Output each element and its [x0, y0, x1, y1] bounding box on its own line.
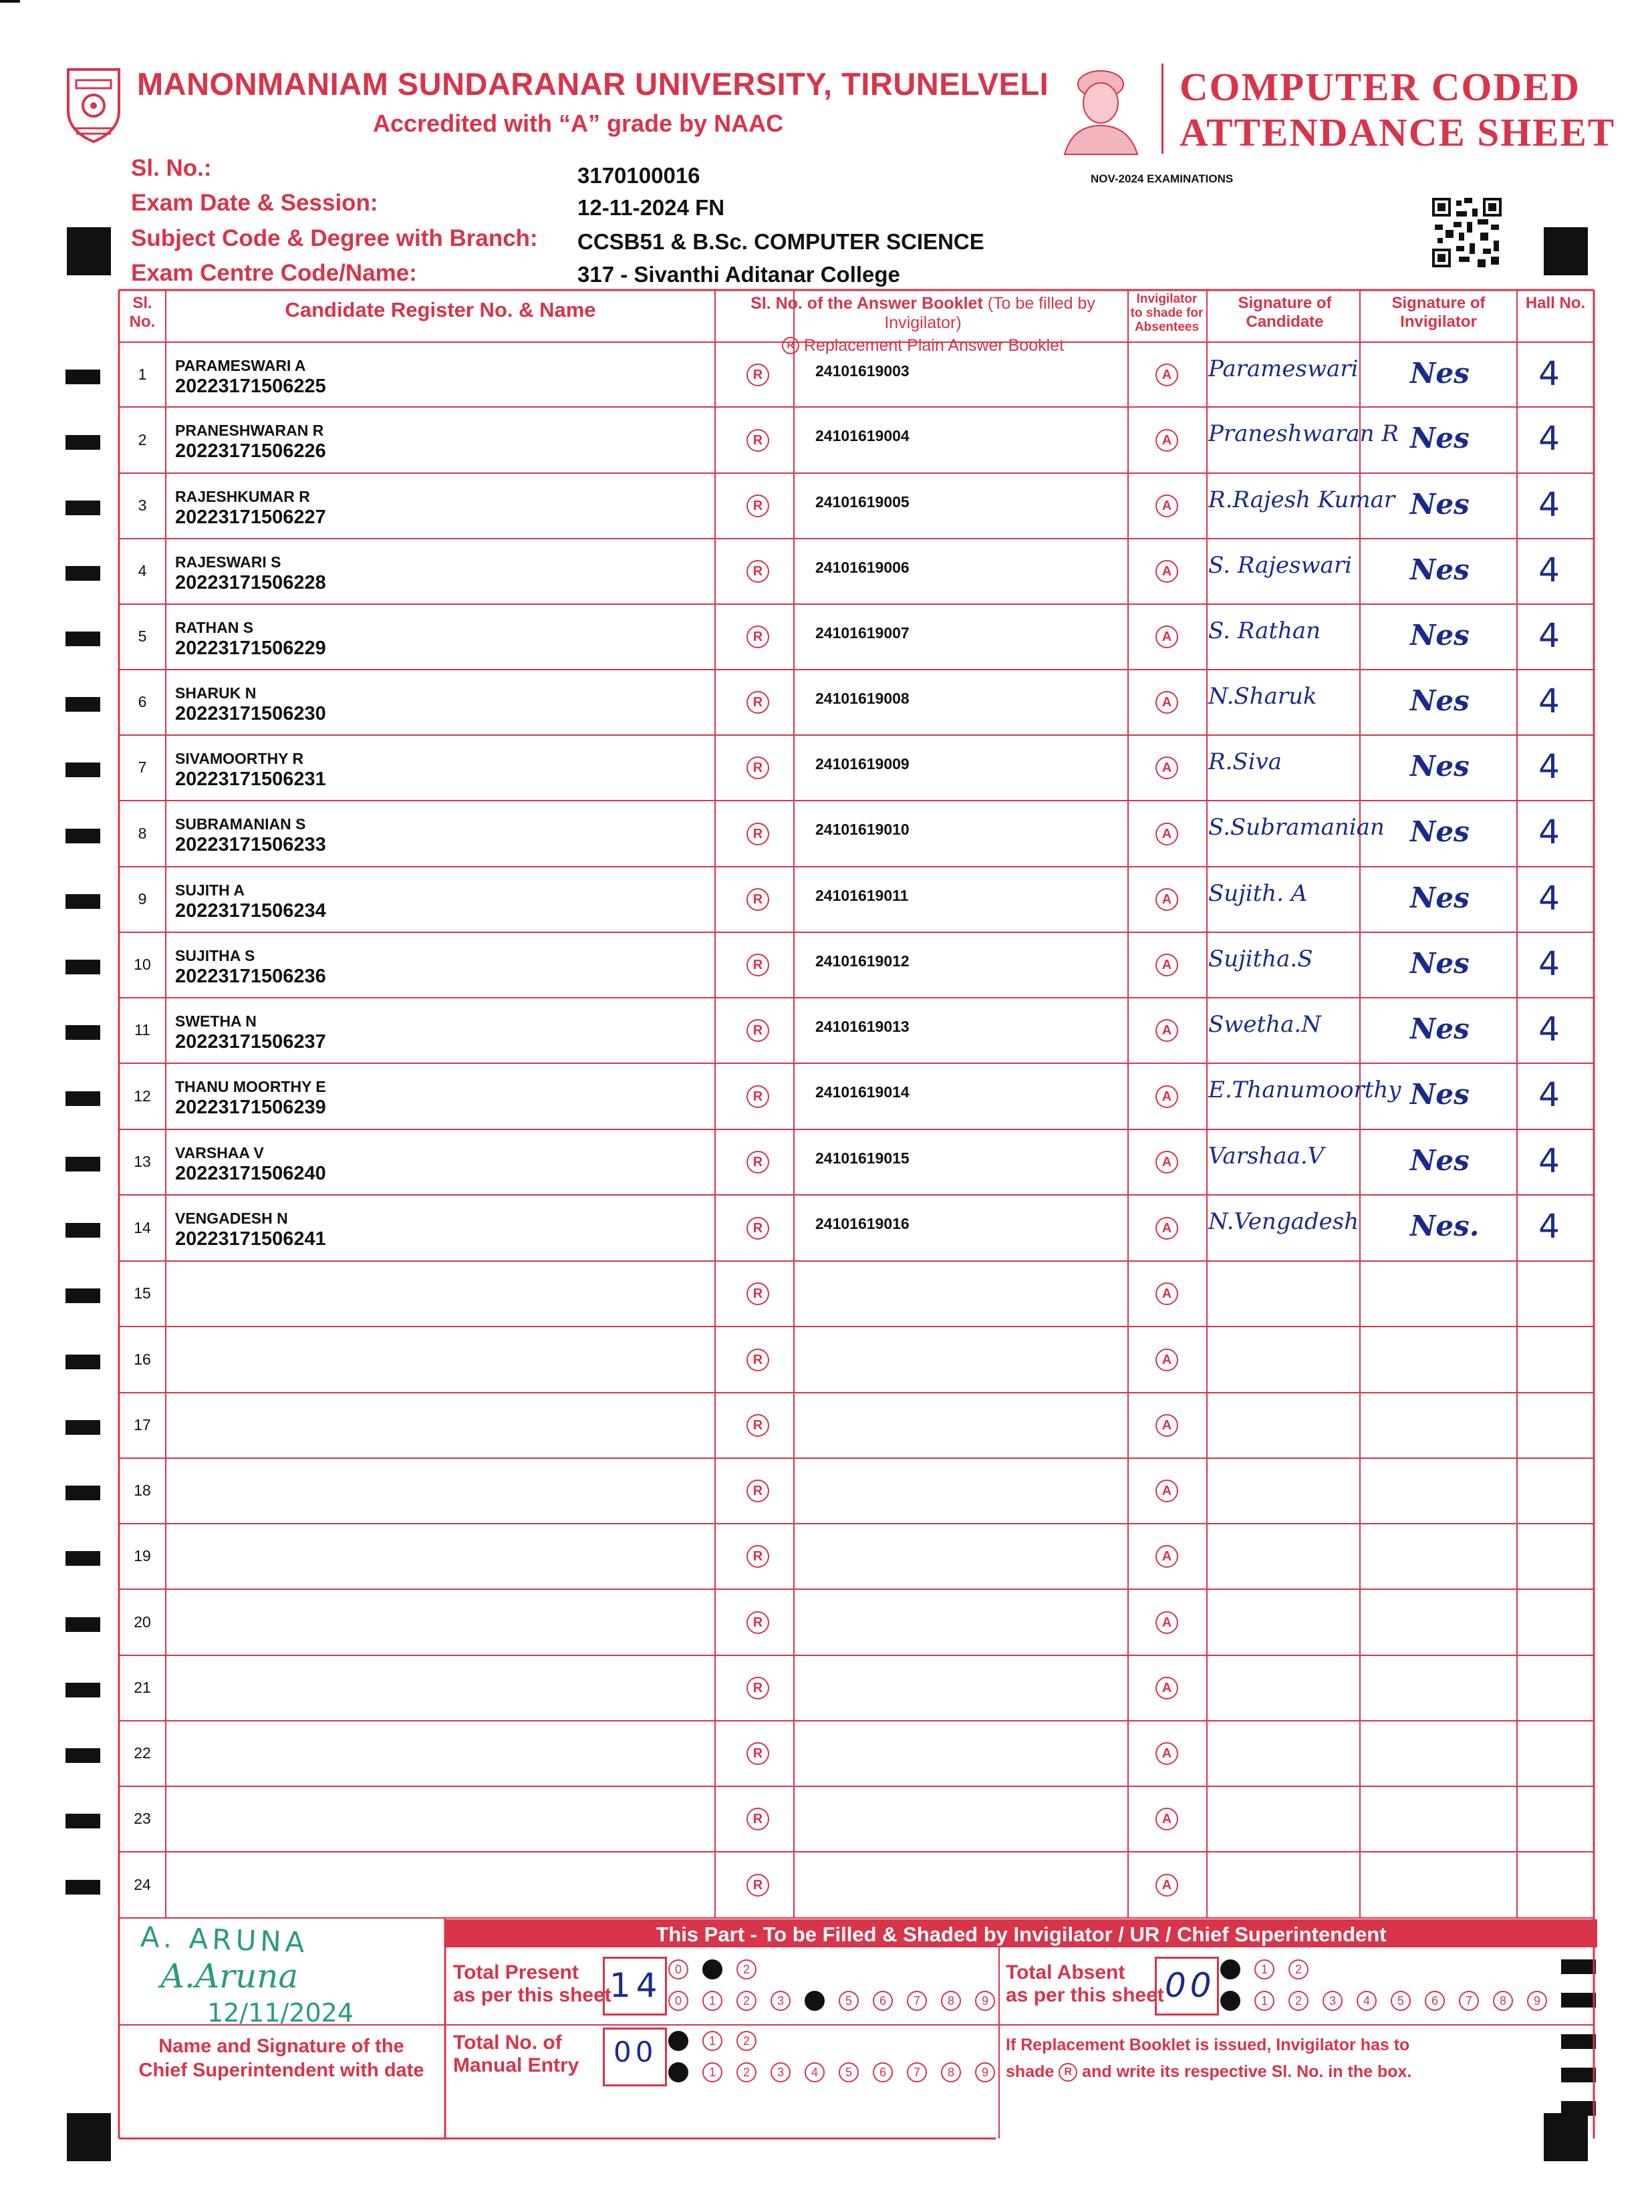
invigilator-signature: Nes	[1410, 1012, 1470, 1045]
absentee-a-icon: A	[1155, 364, 1178, 386]
row-sl-no: 12	[134, 1087, 151, 1105]
answer-booklet-no: 24101619009	[815, 755, 910, 773]
absentee-a-icon: A	[1155, 1414, 1178, 1437]
present-units-bubble-2[interactable]: 2	[736, 1991, 756, 2011]
answer-booklet-no: 24101619006	[815, 559, 910, 576]
absentee-a-icon: A	[1155, 1874, 1178, 1897]
candidate-name: RAJESWARI S	[175, 553, 281, 571]
manual-units-bubble-7[interactable]: 7	[907, 2062, 927, 2082]
replacement-r-icon: R	[746, 888, 769, 911]
candidate-register-no: 20223171506234	[175, 900, 326, 922]
row-sl-no: 4	[138, 562, 147, 579]
replacement-r-icon: R	[746, 364, 769, 386]
row-sl-no: 17	[134, 1416, 151, 1433]
invigilator-signature: Nes	[1410, 750, 1470, 783]
total-absent-value: 00	[1165, 1966, 1216, 2005]
manual-units-bubble-8[interactable]: 8	[941, 2062, 961, 2082]
manual-tens-bubble-2[interactable]: 2	[736, 2031, 756, 2051]
absentees-header-3: Absentees	[1134, 320, 1200, 334]
manual-units-bubble-5[interactable]: 5	[839, 2062, 859, 2082]
row-sl-no: 14	[134, 1218, 151, 1236]
hall-no: 4	[1538, 354, 1560, 393]
absent-units-bubble-9[interactable]: 9	[1527, 1991, 1547, 2011]
candidate-register-no: 20223171506229	[175, 638, 326, 659]
manual-units-bubble-4[interactable]: 4	[805, 2062, 825, 2082]
row-sl-no: 11	[134, 1021, 150, 1039]
hall-no: 4	[1538, 485, 1560, 524]
candidate-name: SUBRAMANIAN S	[175, 815, 306, 833]
absentee-a-icon: A	[1155, 1742, 1178, 1765]
total-present-value: 14	[609, 1966, 663, 2005]
absent-tens-bubble-2[interactable]: 2	[1288, 1959, 1309, 1979]
col-header-sig-invigilator: Signature of Invigilator	[1391, 294, 1486, 331]
absentee-a-icon: A	[1155, 560, 1178, 583]
manual-units-bubble-2[interactable]: 2	[736, 2062, 756, 2082]
absent-units-bubble-8[interactable]: 8	[1493, 1991, 1513, 2011]
candidate-name: PARAMESWARI A	[175, 357, 306, 374]
row-sl-no: 20	[134, 1613, 151, 1631]
absentee-a-icon: A	[1155, 1611, 1178, 1634]
col-header-booklet	[718, 294, 1128, 356]
absentee-a-icon: A	[1155, 1480, 1178, 1502]
absent-tens-bubble-1[interactable]: 1	[1254, 1959, 1274, 1979]
replacement-r-icon: R	[746, 1282, 769, 1305]
manual-tens-bubble-1[interactable]: 1	[702, 2031, 722, 2051]
row-sl-no: 15	[134, 1284, 151, 1302]
hall-no: 4	[1538, 944, 1560, 983]
candidate-signature: Praneshwaran R	[1208, 420, 1399, 447]
candidate-signature: Parameswari	[1208, 356, 1359, 382]
invigilator-signature: Nes	[1410, 488, 1470, 521]
present-units-bubble-5[interactable]: 5	[839, 1991, 859, 2011]
absentee-a-icon: A	[1155, 1545, 1178, 1568]
absentee-a-icon: A	[1155, 429, 1178, 452]
hall-no: 4	[1538, 1141, 1560, 1180]
manual-tens-bubble-0[interactable]: 0	[668, 2031, 688, 2051]
row-sl-no: 16	[134, 1350, 151, 1368]
booklet-header-note: (To be filled by Invigilator)	[884, 294, 1095, 332]
present-units-bubble-7[interactable]: 7	[907, 1991, 927, 2011]
replacement-r-icon: R	[746, 560, 769, 583]
hall-no: 4	[1538, 1075, 1560, 1114]
manual-units-bubble-1[interactable]: 1	[702, 2062, 722, 2082]
replacement-r-icon: R	[746, 1349, 769, 1371]
replacement-r-icon: R	[782, 337, 799, 354]
candidate-register-no: 20223171506227	[175, 507, 326, 528]
answer-booklet-no: 24101619016	[815, 1215, 910, 1232]
replacement-r-icon: R	[746, 1874, 769, 1897]
manual-units-bubble-3[interactable]: 3	[771, 2062, 791, 2082]
replacement-r-icon: R	[746, 495, 769, 517]
candidate-signature: Sujitha.S	[1208, 946, 1313, 972]
candidate-signature: E.Thanumoorthy	[1208, 1077, 1401, 1103]
candidate-signature: Swetha.N	[1208, 1011, 1321, 1038]
answer-booklet-no: 24101619005	[815, 493, 910, 511]
col-header-sig-candidate: Signature of Candidate	[1238, 294, 1332, 331]
absent-tens-bubble-0[interactable]: 0	[1220, 1959, 1240, 1979]
invigilator-signature: Nes	[1410, 684, 1470, 717]
hall-no: 4	[1538, 419, 1560, 458]
absent-units-bubble-7[interactable]: 7	[1459, 1991, 1479, 2011]
footer-banner-text: This Part - To be Filled & Shaded by Invigilator / UR / Chief Superintendent	[656, 1923, 1387, 1946]
candidate-signature: S.Subramanian	[1208, 814, 1385, 841]
row-sl-no: 19	[134, 1547, 151, 1564]
invigilator-signature: Nes	[1410, 947, 1470, 980]
row-sl-no: 24	[134, 1875, 151, 1893]
replacement-r-icon: R	[746, 1611, 769, 1634]
invigilator-signature: Nes	[1410, 619, 1470, 652]
answer-booklet-no: 24101619012	[815, 952, 910, 970]
total-absent-label	[1006, 1961, 1164, 2007]
present-units-bubble-3[interactable]: 3	[771, 1991, 791, 2011]
absentees-header-2: to shade for	[1130, 306, 1204, 320]
candidate-name: SWETHA N	[175, 1012, 257, 1030]
replacement-r-icon: R	[746, 1217, 769, 1240]
total-absent-label-2: as per this sheet	[1006, 1984, 1164, 2006]
present-units-bubble-0[interactable]: 0	[668, 1991, 688, 2011]
manual-entry-label-2: Manual Entry	[453, 2054, 579, 2076]
manual-entry-label	[453, 2032, 579, 2077]
candidate-register-no: 20223171506237	[175, 1031, 326, 1053]
row-sl-no: 2	[138, 430, 147, 448]
row-sl-no: 21	[134, 1679, 151, 1696]
replacement-r-icon: R	[746, 1085, 769, 1108]
invigilator-signature: Nes	[1410, 881, 1470, 914]
centre-value: 317 - Sivanthi Aditanar College	[577, 262, 900, 287]
exam-session: NOV-2024 EXAMINATIONS	[1091, 172, 1234, 185]
manual-units-bubble-6[interactable]: 6	[873, 2062, 893, 2082]
answer-booklet-no: 24101619015	[815, 1149, 910, 1167]
subject-label: Subject Code & Degree with Branch:	[131, 225, 538, 251]
col-header-sl-no: Sl. No.	[129, 294, 156, 331]
chief-name: A. ARUNA	[140, 1920, 309, 1959]
candidate-signature: Sujith. A	[1208, 880, 1308, 907]
row-sl-no: 10	[134, 956, 151, 973]
absent-units-bubble-3[interactable]: 3	[1323, 1991, 1343, 2011]
candidate-signature: S. Rathan	[1208, 617, 1321, 644]
invigilator-signature: Nes.	[1410, 1210, 1480, 1242]
replacement-note-2: and write its respective Sl. No. in the box.	[1082, 2062, 1412, 2081]
row-sl-no: 13	[134, 1153, 151, 1170]
candidate-signature: S. Rajeswari	[1208, 552, 1352, 579]
absentee-a-icon: A	[1155, 1349, 1178, 1371]
chief-date: 12/11/2024	[207, 1998, 354, 2028]
chief-signature: A.Aruna	[160, 1957, 299, 1995]
replacement-r-icon: R	[746, 1019, 769, 1042]
candidate-name: SHARUK N	[175, 684, 257, 702]
absentee-a-icon: A	[1155, 1808, 1178, 1830]
invigilator-signature: Nes	[1410, 815, 1470, 848]
absentee-a-icon: A	[1155, 1217, 1178, 1240]
row-sl-no: 22	[134, 1744, 151, 1762]
hall-no: 4	[1538, 1207, 1560, 1246]
absentee-a-icon: A	[1155, 1282, 1178, 1305]
candidate-name: SUJITH A	[175, 881, 245, 899]
answer-booklet-no: 24101619014	[815, 1083, 910, 1101]
replacement-r-icon: R	[746, 756, 769, 779]
absentee-a-icon: A	[1155, 1019, 1178, 1042]
answer-booklet-no: 24101619003	[815, 362, 910, 380]
hall-no: 4	[1538, 616, 1560, 655]
absent-units-bubble-5[interactable]: 5	[1391, 1991, 1411, 2011]
absent-units-bubble-4[interactable]: 4	[1357, 1991, 1377, 2011]
replacement-note-1: If Replacement Booklet is issued, Invigilator has to	[1006, 2036, 1410, 2054]
replacement-note-shade: shade	[1006, 2062, 1055, 2081]
accreditation: Accredited with “A” grade by NAAC	[373, 110, 784, 137]
absent-units-bubble-1[interactable]: 1	[1254, 1991, 1274, 2011]
candidate-register-no: 20223171506233	[175, 834, 326, 855]
replacement-note	[1006, 2032, 1411, 2085]
present-tens-bubble-2[interactable]: 2	[736, 1959, 756, 1979]
candidate-name: RATHAN S	[175, 619, 254, 636]
answer-booklet-no: 24101619013	[815, 1018, 910, 1035]
candidate-signature: Varshaa.V	[1208, 1143, 1325, 1169]
hall-no: 4	[1538, 1010, 1560, 1049]
candidate-register-no: 20223171506225	[175, 376, 326, 397]
row-sl-no: 8	[138, 824, 147, 842]
hall-no: 4	[1538, 682, 1560, 720]
chief-label-2: Chief Superintendent with date	[138, 2060, 424, 2081]
replacement-r-icon: R	[746, 1742, 769, 1765]
candidate-name: VENGADESH N	[175, 1210, 288, 1227]
replacement-r-icon: R	[1059, 2063, 1077, 2082]
manual-entry-label-1: Total No. of	[453, 2032, 562, 2054]
invigilator-signature: Nes	[1410, 553, 1470, 586]
hall-no: 4	[1538, 551, 1560, 589]
replacement-r-icon: R	[746, 1677, 769, 1699]
replacement-r-icon: R	[746, 1480, 769, 1502]
absentee-a-icon: A	[1155, 823, 1178, 845]
candidate-name: SUJITHA S	[175, 947, 255, 964]
col-header-candidate: Candidate Register No. & Name	[285, 298, 596, 321]
total-present-label	[453, 1961, 611, 2007]
replacement-r-icon: R	[746, 1414, 769, 1437]
row-sl-no: 23	[134, 1810, 151, 1827]
candidate-name: PRANESHWARAN R	[175, 422, 324, 439]
chief-label-1: Name and Signature of the	[158, 2036, 404, 2057]
exam-date-label: Exam Date & Session:	[131, 190, 378, 216]
absentees-header-1: Invigilator	[1136, 292, 1198, 306]
candidate-register-no: 20223171506230	[175, 703, 326, 724]
answer-booklet-no: 24101619007	[815, 624, 910, 642]
candidate-signature: N.Vengadesh	[1208, 1208, 1359, 1235]
manual-units-bubble-0[interactable]: 0	[668, 2062, 688, 2082]
col-header-absentees	[1128, 292, 1206, 334]
absent-units-bubble-2[interactable]: 2	[1288, 1991, 1309, 2011]
total-present-label-1: Total Present	[453, 1961, 579, 1983]
row-sl-no: 7	[138, 758, 147, 776]
sl-no-label: Sl. No.:	[131, 155, 212, 181]
invigilator-signature: Nes	[1410, 357, 1470, 390]
candidate-name: VARSHAA V	[175, 1144, 264, 1161]
invigilator-signature: Nes	[1410, 1144, 1470, 1177]
manual-entry-value: 00	[613, 2036, 658, 2068]
centre-label: Exam Centre Code/Name:	[131, 260, 417, 286]
candidate-register-no: 20223171506236	[175, 966, 326, 987]
candidate-name: THANU MOORTHY E	[175, 1078, 326, 1095]
row-sl-no: 18	[134, 1482, 151, 1499]
candidate-register-no: 20223171506228	[175, 572, 326, 593]
candidate-signature: R.Siva	[1208, 748, 1282, 775]
absent-units-bubble-0[interactable]: 0	[1220, 1991, 1240, 2011]
replacement-r-icon: R	[746, 1151, 769, 1173]
replacement-r-icon: R	[746, 1545, 769, 1568]
sheet-title-line-2: ATTENDANCE SHEET	[1180, 110, 1616, 154]
sl-no-value: 3170100016	[577, 163, 700, 188]
row-sl-no: 3	[138, 497, 147, 514]
present-units-bubble-1[interactable]: 1	[702, 1991, 722, 2011]
hall-no: 4	[1538, 813, 1560, 851]
present-units-bubble-4[interactable]: 4	[805, 1991, 825, 2011]
candidate-name: SIVAMOORTHY R	[175, 750, 304, 767]
candidate-signature: N.Sharuk	[1208, 683, 1317, 710]
absentee-a-icon: A	[1155, 888, 1178, 911]
total-absent-label-1: Total Absent	[1006, 1961, 1125, 1983]
sheet-title-line-1: COMPUTER CODED	[1180, 65, 1580, 109]
absentee-a-icon: A	[1155, 954, 1178, 976]
row-sl-no: 1	[138, 365, 147, 383]
replacement-r-icon: R	[746, 691, 769, 714]
candidate-register-no: 20223171506240	[175, 1163, 326, 1184]
absent-units-bubble-6[interactable]: 6	[1425, 1991, 1445, 2011]
present-units-bubble-8[interactable]: 8	[941, 1991, 961, 2011]
university-name: MANONMANIAM SUNDARANAR UNIVERSITY, TIRUNELVELI	[137, 66, 1049, 102]
replacement-r-icon: R	[746, 954, 769, 976]
absentee-a-icon: A	[1155, 1677, 1178, 1699]
candidate-name: RAJESHKUMAR R	[175, 488, 310, 505]
row-sl-no: 6	[138, 693, 147, 710]
col-header-hall: Hall No.	[1525, 294, 1586, 312]
hall-no: 4	[1538, 747, 1560, 786]
present-units-bubble-6[interactable]: 6	[873, 1991, 893, 2011]
present-units-bubble-9[interactable]: 9	[975, 1991, 995, 2011]
row-sl-no: 5	[138, 628, 147, 645]
invigilator-signature: Nes	[1410, 422, 1470, 454]
candidate-register-no: 20223171506226	[175, 440, 326, 462]
manual-units-bubble-9[interactable]: 9	[975, 2062, 995, 2082]
absentee-a-icon: A	[1155, 1151, 1178, 1173]
candidate-register-no: 20223171506241	[175, 1228, 326, 1250]
present-tens-bubble-0[interactable]: 0	[668, 1959, 688, 1979]
candidate-register-no: 20223171506239	[175, 1097, 326, 1118]
answer-booklet-no: 24101619010	[815, 821, 910, 838]
absentee-a-icon: A	[1155, 756, 1178, 779]
replacement-r-icon: R	[746, 1808, 769, 1830]
replacement-r-icon: R	[746, 429, 769, 452]
chief-label	[120, 2034, 442, 2082]
present-tens-bubble-1[interactable]: 1	[702, 1959, 722, 1979]
answer-booklet-no: 24101619011	[815, 887, 909, 904]
exam-date-value: 12-11-2024 FN	[577, 195, 725, 220]
subject-value: CCSB51 & B.Sc. COMPUTER SCIENCE	[577, 229, 984, 254]
absentee-a-icon: A	[1155, 626, 1178, 648]
answer-booklet-no: 24101619008	[815, 690, 910, 707]
booklet-header-sub: Replacement Plain Answer Booklet	[803, 335, 1065, 355]
absentee-a-icon: A	[1155, 495, 1178, 517]
absentee-a-icon: A	[1155, 691, 1178, 714]
replacement-r-icon: R	[746, 626, 769, 648]
row-sl-no: 9	[138, 890, 147, 908]
absentee-a-icon: A	[1155, 1085, 1178, 1108]
replacement-r-icon: R	[746, 823, 769, 845]
total-present-label-2: as per this sheet	[453, 1984, 611, 2006]
answer-booklet-no: 24101619004	[815, 427, 910, 444]
booklet-header-main: Sl. No. of the Answer Booklet	[750, 294, 983, 313]
hall-no: 4	[1538, 879, 1560, 918]
invigilator-signature: Nes	[1410, 1078, 1470, 1111]
candidate-register-no: 20223171506231	[175, 769, 326, 790]
candidate-signature: R.Rajesh Kumar	[1208, 487, 1395, 513]
